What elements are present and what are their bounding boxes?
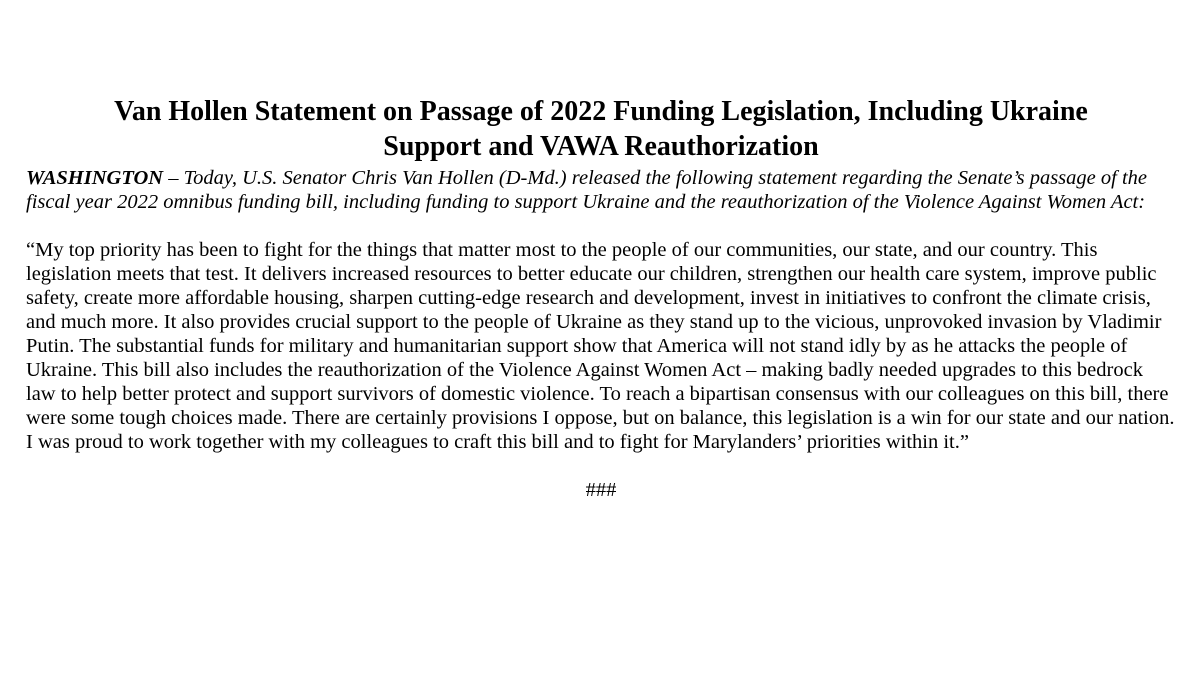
intro-paragraph (26, 166, 1176, 214)
intro-text: – Today, U.S. Senator Chris Van Hollen (D-Md.) released the following statement regarding the Senate’s passage of the fiscal year 2022 omnibus funding bill, including funding to support Ukraine and the reauthorization of the Violence Against Women Act: (26, 167, 1147, 213)
dateline: WASHINGTON (26, 167, 164, 189)
statement-quote: “My top priority has been to fight for the things that matter most to the people of our communities, our state, and our country. This legislation meets that test. It delivers increased resources to better educate our children, strengthen our health care system, improve public safety, create more affordable housing, sharpen cutting-edge research and development, invest in initiatives to confront the climate crisis, and much more. It also provides crucial support to the people of Ukraine as they stand up to the vicious, unprovoked invasion by Vladimir Putin. The substantial funds for military and humanitarian support show that America will not stand idly by as he attacks the people of Ukraine. This bill also includes the reauthorization of the Violence Against Women Act – making badly needed upgrades to this bedrock law to help better protect and support survivors of domestic violence. To reach a bipartisan consensus with our colleagues on this bill, there were some tough choices made. There are certainly provisions I oppose, but on balance, this legislation is a win for our state and our nation. I was proud to work together with my colleagues to craft this bill and to fight for Marylanders’ priorities within it.” (26, 239, 1175, 453)
end-mark: ### (585, 479, 617, 501)
press-release (26, 94, 1176, 502)
page-title: Van Hollen Statement on Passage of 2022 Funding Legislation, Including Ukraine Support and VAWA Reauthorization (114, 96, 1088, 162)
